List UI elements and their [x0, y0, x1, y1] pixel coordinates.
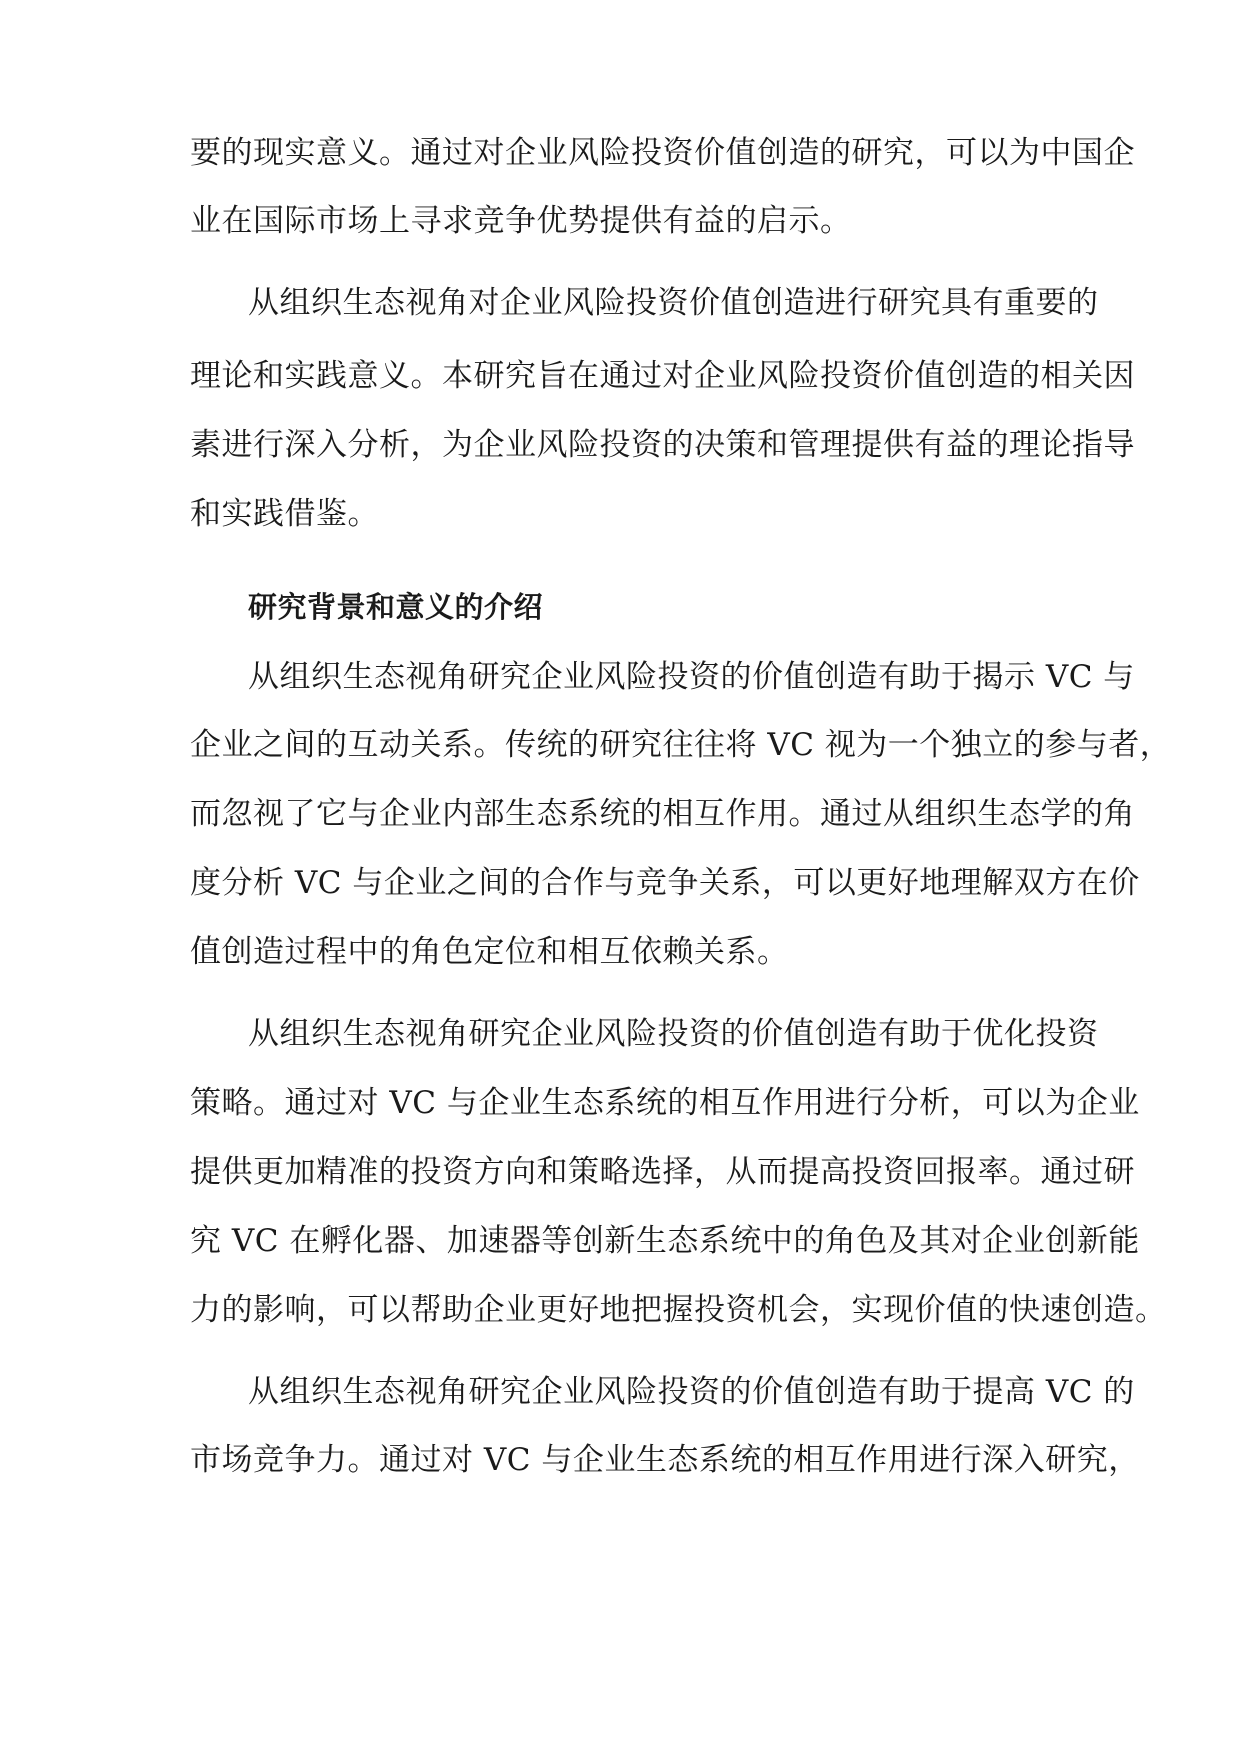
- paragraph-first-line: 从组织生态视角研究企业风险投资的价值创造有助于优化投资: [248, 1016, 1099, 1052]
- paragraph-first-line: 从组织生态视角研究企业风险投资的价值创造有助于提高 VC 的: [248, 1374, 1135, 1410]
- text-line: 度分析 VC 与企业之间的合作与竞争关系，可以更好地理解双方在价: [190, 865, 1140, 901]
- text-line: 企业之间的互动关系。传统的研究往往将 VC 视为一个独立的参与者，: [190, 727, 1172, 763]
- text-line: 要的现实意义。通过对企业风险投资价值创造的研究，可以为中国企: [190, 135, 1135, 171]
- text-line: 理论和实践意义。本研究旨在通过对企业风险投资价值创造的相关因: [190, 358, 1135, 394]
- text-line: 提供更加精准的投资方向和策略选择，从而提高投资回报率。通过研: [190, 1154, 1135, 1190]
- text-line: 市场竞争力。通过对 VC 与企业生态系统的相互作用进行深入研究，: [190, 1442, 1140, 1478]
- text-line: 业在国际市场上寻求竞争优势提供有益的启示。: [190, 203, 852, 239]
- text-line: 究 VC 在孵化器、加速器等创新生态系统中的角色及其对企业创新能: [190, 1223, 1140, 1259]
- text-line: 而忽视了它与企业内部生态系统的相互作用。通过从组织生态学的角: [190, 796, 1135, 832]
- text-line: 力的影响，可以帮助企业更好地把握投资机会，实现价值的快速创造。: [190, 1292, 1167, 1328]
- paragraph-first-line: 从组织生态视角研究企业风险投资的价值创造有助于揭示 VC 与: [248, 659, 1135, 695]
- text-line: 值创造过程中的角色定位和相互依赖关系。: [190, 934, 789, 970]
- text-line: 策略。通过对 VC 与企业生态系统的相互作用进行分析，可以为企业: [190, 1085, 1140, 1121]
- section-heading: 研究背景和意义的介绍: [248, 590, 544, 624]
- text-line: 和实践借鉴。: [190, 496, 379, 532]
- paragraph-first-line: 从组织生态视角对企业风险投资价值创造进行研究具有重要的: [248, 285, 1099, 321]
- text-line: 素进行深入分析，为企业风险投资的决策和管理提供有益的理论指导: [190, 427, 1135, 463]
